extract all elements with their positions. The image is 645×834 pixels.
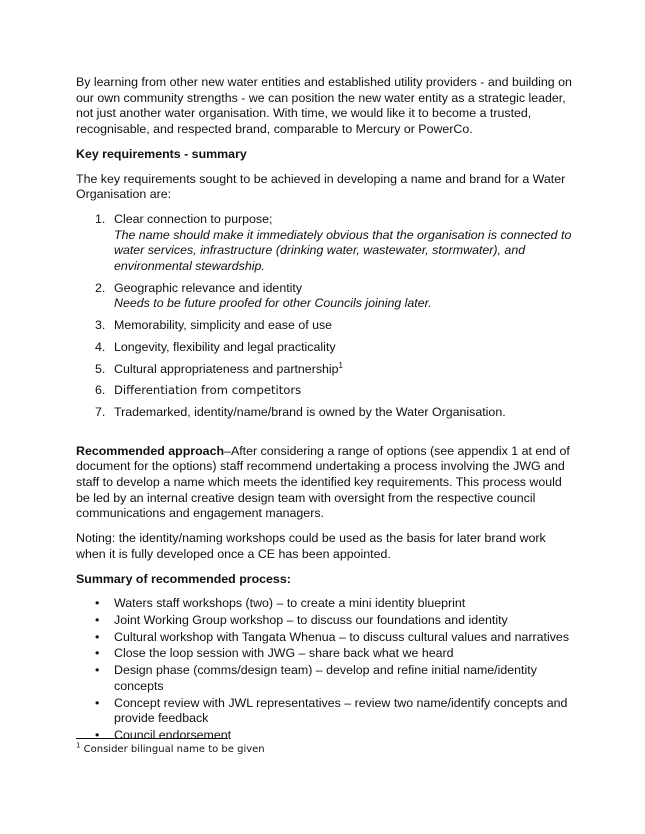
requirement-note: Needs to be future proofed for other Councils joining later.	[114, 296, 432, 311]
requirement-number: 6.	[95, 383, 106, 398]
requirement-text: Cultural appropriateness and partnership	[114, 361, 339, 376]
key-requirements-intro: The key requirements sought to be achieved in developing a name and brand for a Water Organisation are:	[76, 171, 566, 202]
requirement-item	[76, 318, 576, 334]
process-heading: Summary of recommended process:	[76, 571, 291, 586]
requirement-text: Differentiation from competitors	[114, 383, 302, 398]
document-body	[76, 75, 576, 745]
requirement-text: Geographic relevance and identity	[114, 280, 303, 295]
requirement-number: 2.	[95, 280, 106, 295]
process-item: • Close the loop session with JWG – share back what we heard	[95, 646, 454, 661]
requirement-item	[76, 362, 576, 378]
recommended-approach-label: Recommended approach	[76, 443, 225, 458]
requirement-text: Memorability, simplicity and ease of use	[114, 318, 333, 333]
requirement-note: The name should make it immediately obvious that the organisation is connected to water services, infrastructure (drinking water, wastewater, stormwater), and environmental stewardship.	[114, 227, 572, 274]
recommended-approach-text: –After considering a range of options (see appendix 1 at end of document for the options) staff recommend undertaking a process involving the JWG and staff to develop a name which meets the identified key requirements. This process would be led by an internal creative design team with oversight from the respective council communications and engagement managers.	[76, 443, 570, 521]
requirement-number: 4.	[95, 339, 106, 354]
process-list	[76, 596, 576, 743]
footnote	[76, 741, 265, 755]
footnote-number: 1	[76, 741, 81, 750]
requirement-text: Longevity, flexibility and legal practicality	[114, 339, 336, 354]
requirement-number: 3.	[95, 318, 106, 333]
requirement-item	[76, 340, 576, 356]
noting-paragraph: Noting: the identity/naming workshops could be used as the basis for later brand work when it is fully developed once a CE has been appointed.	[76, 531, 546, 561]
requirement-number: 7.	[95, 404, 106, 419]
intro-paragraph: By learning from other new water entities and established utility providers - and building on our own community strengths - we can position the new water entity as a strategic leader, not just another water organisation. With time, we would like it to become a trusted, recognisable, and respected brand, comparable to Mercury or PowerCo.	[76, 75, 572, 137]
requirement-text: Trademarked, identity/name/brand is owned by the Water Organisation.	[114, 404, 506, 419]
requirement-number: 5.	[95, 361, 106, 376]
requirements-list	[76, 212, 576, 421]
requirement-item	[76, 281, 576, 312]
bullet-icon: •	[95, 695, 100, 710]
process-item: • Cultural workshop with Tangata Whenua – to discuss cultural values and narratives	[95, 629, 570, 644]
process-item: • Concept review with JWL representatives – review two name/identify concepts and provide feedback	[95, 695, 568, 726]
requirement-text: Clear connection to purpose;	[114, 211, 273, 226]
requirement-item	[76, 383, 576, 399]
requirement-number: 1.	[95, 211, 106, 226]
footnote-reference[interactable]: 1	[338, 360, 343, 370]
recommended-approach-paragraph	[76, 444, 576, 523]
key-requirements-heading: Key requirements - summary	[76, 146, 247, 161]
process-item: • Council endorsement	[95, 727, 232, 742]
bullet-icon: •	[95, 646, 100, 661]
bullet-icon: •	[95, 612, 100, 627]
process-item: • Joint Working Group workshop – to discuss our foundations and identity	[95, 612, 508, 627]
process-item: • Waters staff workshops (two) – to create a mini identity blueprint	[95, 596, 466, 611]
bullet-icon: •	[95, 629, 100, 644]
bullet-icon: •	[95, 663, 100, 678]
requirement-item	[76, 405, 576, 421]
footnote-divider	[76, 738, 228, 739]
bullet-icon: •	[95, 727, 100, 742]
footnote-text: Consider bilingual name to be given	[83, 744, 265, 755]
requirement-item	[76, 212, 576, 275]
bullet-icon: •	[95, 596, 100, 611]
process-item: • Design phase (comms/design team) – develop and refine initial name/identity concepts	[95, 663, 537, 693]
